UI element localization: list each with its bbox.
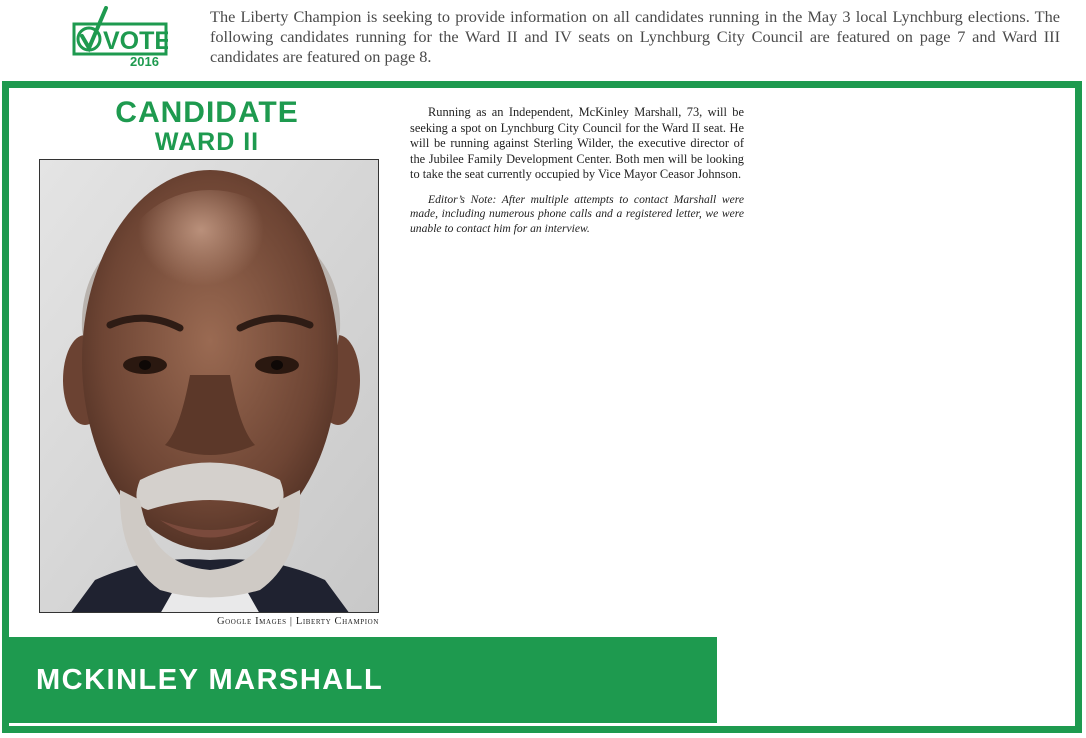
article-paragraph: Running as an Independent, McKinley Marshall, 73, will be seeking a spot on Lynchburg City Council for the Ward II seat. He will be running against Sterling Wilder, the executive director of the Jubilee Family Development Center. Both men will be looking to take the seat currently occupied by Vice Mayor Ceasor Johnson. bbox=[410, 105, 744, 181]
logo-year: 2016 bbox=[130, 54, 159, 68]
photo-credit: Google Images | Liberty Champion bbox=[216, 616, 379, 627]
logo-word: VOTE bbox=[103, 27, 168, 55]
candidate-heading: CANDIDATE bbox=[115, 96, 299, 129]
intro-text: The Liberty Champion is seeking to provide information on all candidates running in the May 3 local Lynchburg elections. The following candidates running for the Ward II and IV seats on Lynchburg City Council are featured on page 7 and Ward III candidates are featured on page 8. bbox=[210, 7, 1060, 66]
ward-subheading: WARD II bbox=[154, 128, 260, 156]
candidate-photo bbox=[39, 159, 379, 613]
candidate-name-bar bbox=[9, 637, 717, 723]
editor-note: Editor’s Note: After multiple attempts to contact Marshall were made, including numerous phone calls and a registered letter, we were unable to contact him for an interview. bbox=[410, 192, 744, 235]
vote-2016-logo bbox=[72, 6, 168, 68]
article-body bbox=[410, 105, 744, 236]
candidate-name: MCKINLEY MARSHALL bbox=[36, 663, 384, 696]
